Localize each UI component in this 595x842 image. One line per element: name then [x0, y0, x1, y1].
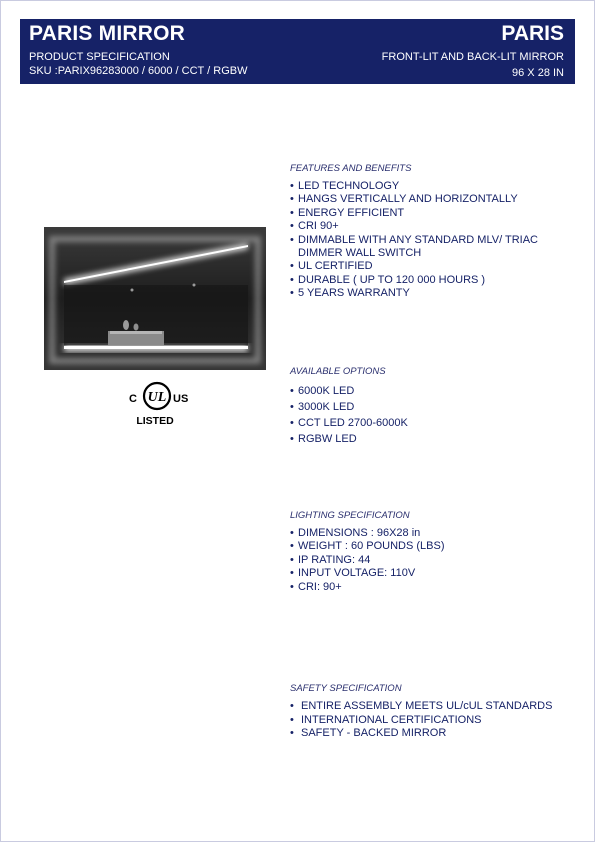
- ul-listed-logo: [124, 374, 190, 428]
- list-item: • IP RATING: 44: [290, 553, 371, 566]
- list-item: • ENTIRE ASSEMBLY MEETS UL/cUL STANDARDS: [290, 700, 553, 712]
- options-title: AVAILABLE OPTIONS: [290, 366, 386, 377]
- features-title: FEATURES AND BENEFITS: [290, 163, 412, 174]
- list-item: • 6000K LED: [290, 385, 355, 397]
- list-item: • DIMENSIONS : 96X28 in: [290, 527, 421, 539]
- features-list: [290, 180, 538, 301]
- list-item: • 3000K LED: [290, 401, 355, 414]
- lighting-list: [290, 527, 445, 594]
- safety-list: [290, 700, 552, 741]
- ul-c-text: C: [129, 393, 137, 405]
- list-item: • DIMMABLE WITH ANY STANDARD MLV/ TRIAC DIMMER WALL SWITCH: [290, 233, 538, 260]
- list-item: • ENERGY EFFICIENT: [290, 206, 405, 219]
- lighting-title: LIGHTING SPECIFICATION: [290, 510, 410, 521]
- list-item: • DURABLE ( UP TO 120 000 HOURS ): [290, 273, 486, 286]
- safety-title: SAFETY SPECIFICATION: [290, 683, 402, 694]
- list-item: • HANGS VERTICALLY AND HORIZONTALLY: [290, 193, 518, 206]
- header-banner: [20, 19, 575, 84]
- list-item: • RGBW LED: [290, 433, 357, 446]
- list-item: • LED TECHNOLOGY: [290, 180, 400, 192]
- list-item-continuation: DIMMER WALL SWITCH: [298, 247, 422, 260]
- features-section: [290, 163, 538, 301]
- mirror-product-image: [44, 227, 266, 370]
- list-item: • INTERNATIONAL CERTIFICATIONS: [290, 713, 482, 726]
- product-sku: SKU :PARIX96283000 / 6000 / CCT / RGBW: [29, 65, 248, 77]
- ul-us-text: US: [173, 393, 189, 405]
- lighting-section: [290, 510, 445, 594]
- list-item: • 5 YEARS WARRANTY: [290, 287, 410, 300]
- product-size: 96 X 28 IN: [512, 67, 564, 79]
- list-item: • UL CERTIFIED: [290, 260, 373, 273]
- product-subtitle: PRODUCT SPECIFICATION: [29, 51, 170, 63]
- product-type: FRONT-LIT AND BACK-LIT MIRROR: [381, 51, 564, 63]
- ul-listed-text: LISTED: [136, 415, 174, 427]
- list-item: • CCT LED 2700-6000K: [290, 417, 408, 430]
- safety-section: [290, 683, 552, 741]
- collection-name: PARIS: [501, 22, 564, 45]
- ul-mark-text: UL: [147, 390, 167, 405]
- list-item: • CRI: 90+: [290, 580, 342, 593]
- product-title: PARIS MIRROR: [29, 22, 186, 45]
- options-section: [290, 366, 408, 447]
- list-item: • WEIGHT : 60 POUNDS (LBS): [290, 540, 445, 553]
- list-item: • SAFETY - BACKED MIRROR: [290, 727, 447, 740]
- list-item: • CRI 90+: [290, 220, 339, 233]
- list-item: • INPUT VOLTAGE: 110V: [290, 567, 416, 580]
- options-list: [290, 383, 408, 447]
